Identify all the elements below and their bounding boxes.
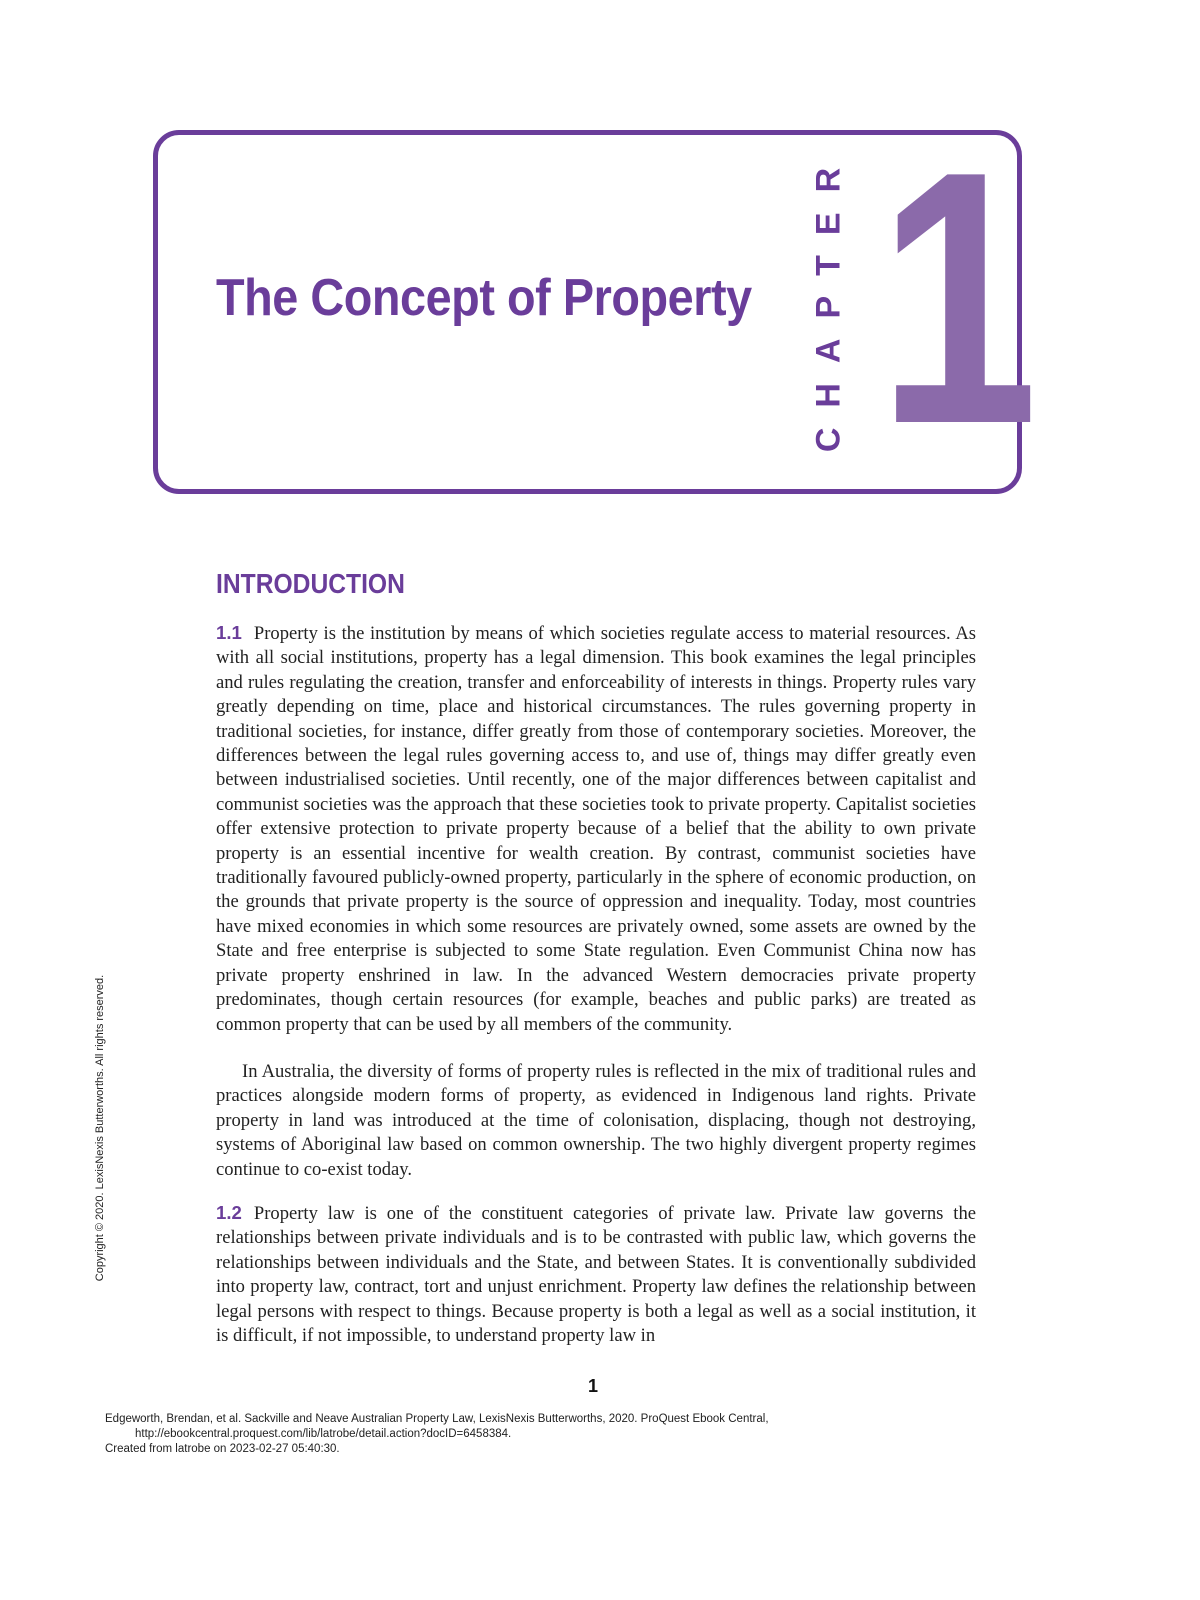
citation-link[interactable]: http://ebookcentral.proquest.com/lib/latrobe/detail.action?docID=6458384. [135,1428,512,1440]
citation-created: Created from latrobe on 2023-02-27 05:40:30. [105,1443,340,1455]
copyright-notice: Copyright © 2020. LexisNexis Butterworths. All rights reserved. [94,974,106,1282]
paragraph-text: Property is the institution by means of which societies regulate access to material resources. As with all social institutions, property has a legal dimension. This book examines the legal principles and rules regulating the creation, transfer and enforceability of interests in things. Property rules vary greatly depending on time, place and historical circumstances. The rules governing property in traditional societies, for instance, differ greatly from those of contemporary societies. Moreover, the differences between the legal rules governing access to, and use of, things may differ greatly even between industrialised societies. Until recently, one of the major differences between capitalist and communist societies was the approach that these societies took to private property. Capitalist societies offer extensive protection to private property because of a belief that the ability to own private property is an essential incentive for wealth creation. By contrast, communist societies have traditionally favoured publicly-owned property, particularly in the sphere of economic production, on the grounds that private property is the source of oppression and inequality. Today, most countries have mixed economies in which some resources are privately owned, some assets are owned by the State and free enterprise is subjected to some State regulation. Even Communist China now has private property enshrined in law. In the advanced Western democracies private property predominates, though certain resources (for example, beaches and public parks) are treated as common property that can be used by all members of the community. [216,623,976,1035]
citation-line: Edgeworth, Brendan, et al. Sackville and Neave Australian Property Law, LexisNexis Butterworths, 2020. ProQuest Ebook Central, [105,1413,769,1425]
paragraph-1-1 [216,621,976,1037]
citation-footer [105,1412,769,1457]
page-number: 1 [588,1376,599,1396]
section-heading: INTRODUCTION [216,568,405,599]
chapter-title: The Concept of Property [216,269,752,327]
chapter-number: 1 [878,97,1039,499]
chapter-label: CHAPTER [809,147,848,453]
paragraph-number: 1.2 [216,1202,242,1223]
paragraph-text: Property law is one of the constituent categories of private law. Private law governs the relationships between private individuals and is to be contrasted with public law, which governs the relationships between individuals and the State, and between States. It is conventionally subdivided into property law, contract, tort and unjust enrichment. Property law defines the relationship between legal persons with respect to things. Because property is both a legal as well as a social institution, it is difficult, if not impossible, to understand property law in [216,1203,976,1347]
paragraph-1-1-continuation: In Australia, the diversity of forms of property rules is reflected in the mix of traditional rules and practices alongside modern forms of property, as evidenced in Indigenous land rights. Private property in land was introduced at the time of colonisation, displacing, though not destroying, systems of Aboriginal law based on common ownership. The two highly divergent property regimes continue to co-exist today. [216,1061,976,1180]
paragraph-number: 1.1 [216,622,242,643]
paragraph-1-2 [216,1201,976,1348]
